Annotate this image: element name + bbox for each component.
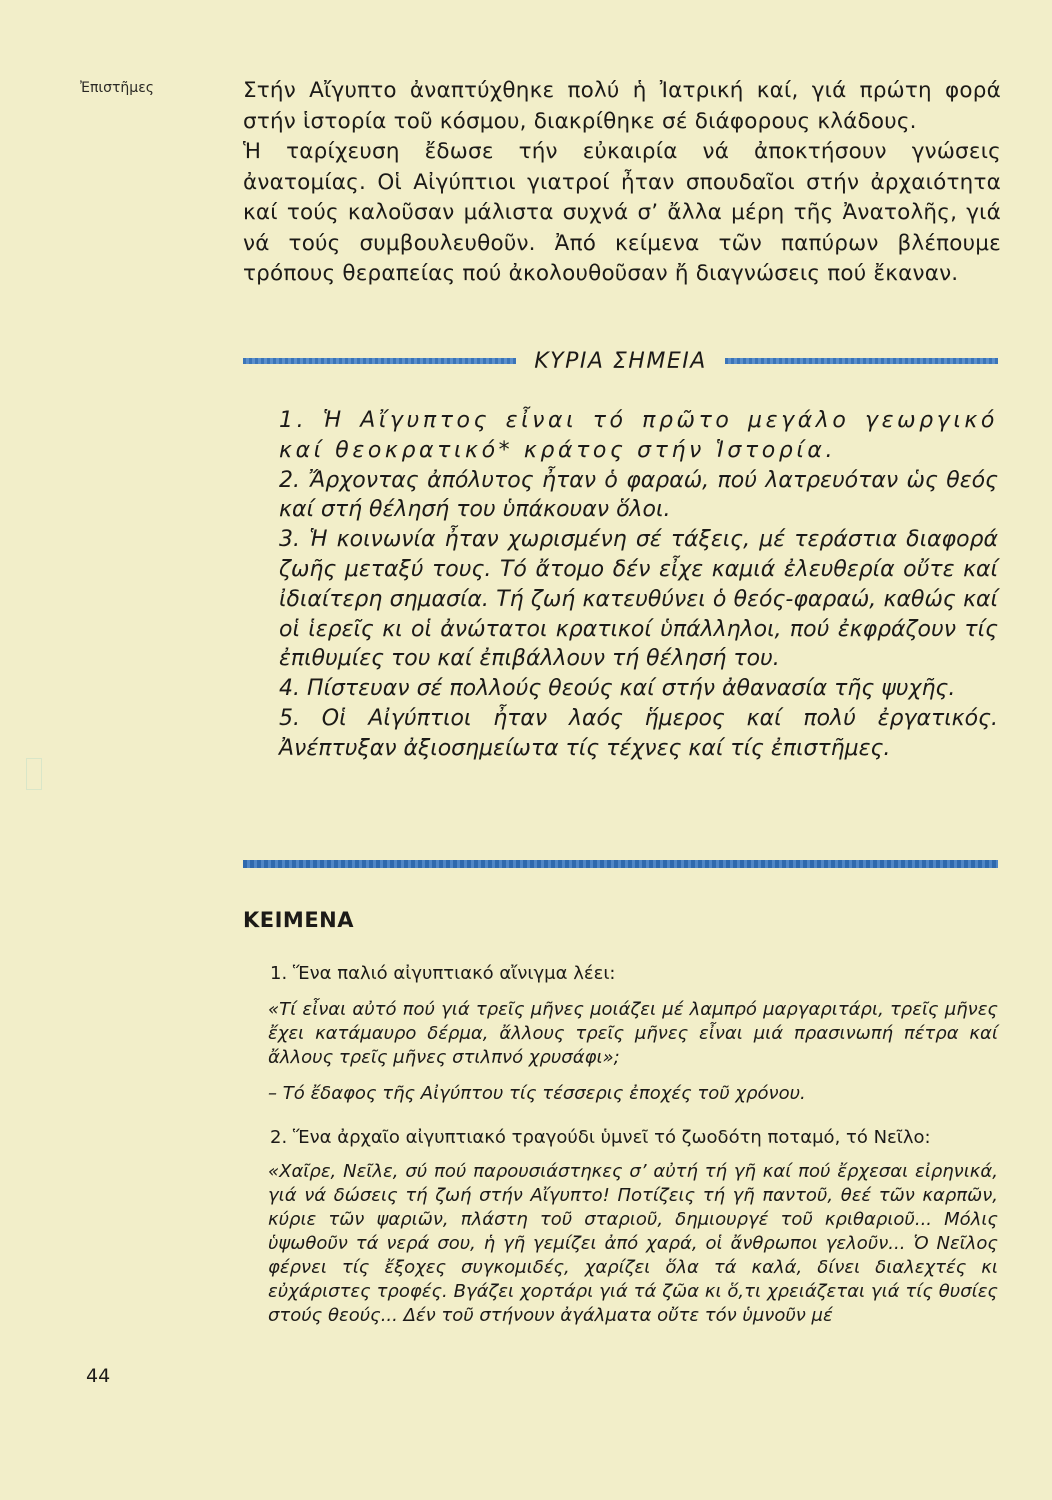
text-1-quote: «Τί εἶναι αὐτό πού γιά τρεῖς μῆνες μοιάζει μέ λαμπρό μαργαριτάρι, τρεῖς μῆνες ἔχει κατάμαυρο δέρμα, ἄλλους τρεῖς μῆνες εἶναι μιά πρασινωπή πέτρα καί ἄλλους τρεῖς μῆνες στιλπνό χρυσάφι»; bbox=[268, 999, 998, 1068]
margin-note: Ἐπιστῆμες bbox=[80, 80, 154, 96]
heading-rule-right bbox=[725, 358, 998, 364]
intro-paragraph-2: Ἡ ταρίχευση ἔδωσε τήν εὐκαιρία νά ἀποκτήσουν γνώσεις ἀνατομίας. Οἱ Αἰγύπτιοι γιατροί ἦταν σπουδαῖοι στήν ἀρχαιότητα καί τούς καλοῦσαν μάλιστα συχνά σ’ ἄλλα μέρη τῆς Ἀνατολῆς, γιά νά τούς συμβουλευθοῦν. Ἀπό κείμενα τῶν παπύρων βλέπουμε τρόπους θεραπείας πού ἀκολουθοῦσαν ἤ διαγνώσεις πού ἔκαναν. bbox=[243, 139, 1001, 286]
heading-rule-left bbox=[243, 358, 516, 364]
text-2-quote: «Χαῖρε, Νεῖλε, σύ πού παρουσιάστηκες σ’ αὐτή τή γῆ καί πού ἔρχεσαι εἰρηνικά, γιά νά δώσεις τή ζωή στήν Αἴγυπτο! Ποτίζεις τή γῆ παντοῦ, θεέ τῶν καρπῶν, κύριε τῶν ψαριῶν, πλάστη τοῦ σταριοῦ, δημιουργέ τοῦ κριθαριοῦ... Μόλις ὑψωθοῦν τά νερά σου, ἡ γῆ γεμίζει ἀπό χαρά, οἱ ἄνθρωποι γελοῦν... Ὁ Νεῖλος φέρνει τίς ἔξοχες συγκομιδές, χαρίζει ὅλα τά καλά, δίνει διαλεχτές κι εὐχάριστες τροφές. Βγάζει χορτάρι γιά τά ζῶα κι ὅ,τι χρειάζεται γιά τίς θυσίες στούς θεούς... Δέν τοῦ στήνουν ἀγάλματα οὔτε τόν ὑμνοῦν μέ bbox=[268, 1161, 998, 1326]
main-point-1: 1. Ἡ Αἴγυπτος εἶναι τό πρῶτο μεγάλο γεωργικό καί θεοκρατικό* κράτος στήν Ἱστορία. bbox=[279, 408, 998, 463]
page-number: 44 bbox=[86, 1365, 111, 1387]
main-points-heading bbox=[243, 344, 998, 378]
texts-section-title: ΚΕΙΜΕΝΑ bbox=[243, 908, 355, 932]
section-divider bbox=[243, 860, 998, 868]
text-1-lead: 1. Ἕνα παλιό αἰγυπτιακό αἴνιγμα λέει: bbox=[270, 963, 616, 984]
main-point-3: 3. Ἡ κοινωνία ἦταν χωρισμένη σέ τάξεις, μέ τεράστια διαφορά ζωῆς μεταξύ τους. Τό ἄτομο δέν εἶχε καμιά ἐλευθερία οὔτε καί ἰδιαίτερη σημασία. Τή ζωή κατευθύνει ὁ θεός-φαραώ, καθώς καί οἱ ἱερεῖς κι οἱ ἀνώτατοι κρατικοί ὑπάλληλοι, πού ἐκφράζουν τίς ἐπιθυμίες του καί ἐπιβάλλουν τή θέλησή του. bbox=[279, 527, 998, 672]
intro-paragraph-1: Στήν Αἴγυπτο ἀναπτύχθηκε πολύ ἡ Ἰατρική καί, γιά πρώτη φορά στήν ἱστορία τοῦ κόσμου, διακρίθηκε σέ διάφορους κλάδους. bbox=[243, 78, 1001, 134]
text-2-lead: 2. Ἕνα ἀρχαῖο αἰγυπτιακό τραγούδι ὑμνεῖ τό ζωοδότη ποταμό, τό Νεῖλο: bbox=[270, 1127, 931, 1148]
text-1-answer: – Τό ἔδαφος τῆς Αἰγύπτου τίς τέσσερις ἐποχές τοῦ χρόνου. bbox=[268, 1083, 806, 1104]
text-excerpt-1 bbox=[268, 962, 998, 1106]
main-point-2: 2. Ἄρχοντας ἀπόλυτος ἦταν ὁ φαραώ, πού λατρευόταν ὡς θεός καί στή θέλησή του ὑπάκουαν ὅλοι. bbox=[279, 467, 998, 523]
main-points-title: ΚΥΡΙΑ ΣΗΜΕΙΑ bbox=[534, 348, 707, 374]
main-point-4: 4. Πίστευαν σέ πολλούς θεούς καί στήν ἀθανασία τῆς ψυχῆς. bbox=[279, 676, 956, 702]
text-excerpt-2 bbox=[268, 1126, 998, 1328]
main-points-list bbox=[243, 406, 998, 764]
faint-margin-mark bbox=[26, 758, 42, 790]
main-point-5: 5. Οἱ Αἰγύπτιοι ἦταν λαός ἥμερος καί πολύ ἐργατικός. Ἀνέπτυξαν ἀξιοσημείωτα τίς τέχνες καί τίς ἐπιστῆμες. bbox=[279, 705, 998, 761]
intro-text bbox=[243, 76, 1001, 290]
